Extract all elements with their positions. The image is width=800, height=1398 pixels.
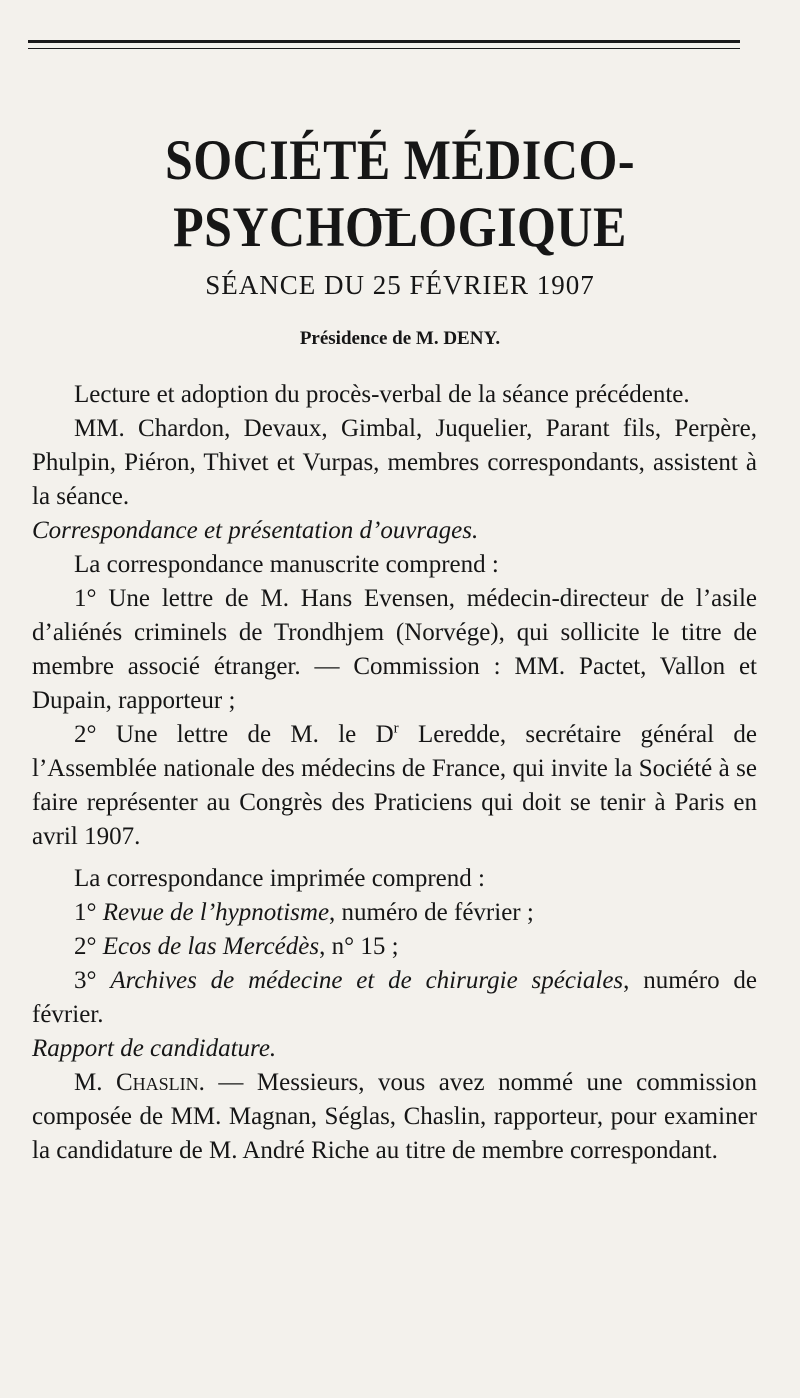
imprimee-item-3 (32, 964, 757, 1032)
imprimee-intro: La correspondance imprimée comprend : (74, 865, 485, 892)
item-number: 3° (74, 967, 97, 994)
rapport-paragraph (32, 1066, 757, 1168)
seance-heading: SÉANCE DU 25 FÉVRIER 1907 (205, 270, 595, 300)
publication-title: Archives de médecine et de chirurgie spéciales (110, 967, 624, 994)
item-number: 1° (74, 899, 97, 926)
title-divider (370, 214, 410, 216)
paragraph-attendees: MM. Chardon, Devaux, Gimbal, Juquelier, Parant fils, Perpère, Phulpin, Piéron, Thivet et Vurpas, membres correspondants, assistent à la séance. (32, 415, 757, 510)
section-heading-rapport: Rapport de candidature. (32, 1035, 277, 1062)
publication-title: Ecos de las Mercédès (102, 933, 320, 960)
manuscrite-intro: La correspondance manuscrite comprend : (74, 551, 499, 578)
society-title: SOCIÉTÉ MÉDICO-PSYCHOLOGIQUE (164, 127, 636, 259)
item-text: , numéro de février. (32, 967, 758, 1028)
rapport-text: — Messieurs, vous avez nommé une commission composée de MM. Magnan, Séglas, Chaslin, rapporteur, pour examiner la candidature de M. André Riche au titre de membre correspondant. (32, 1069, 757, 1164)
manuscrite-item-1 (32, 582, 757, 718)
imprimee-item-1 (32, 896, 757, 930)
imprimee-item-2 (32, 930, 757, 964)
manuscrite-item-2 (32, 718, 757, 854)
item-number: 1° (74, 585, 97, 612)
superscript: r (393, 720, 399, 737)
header-rule-thin (28, 48, 740, 49)
header-rule-thick (28, 40, 740, 43)
presidence-name: M. DENY. (415, 328, 501, 349)
document-body (32, 378, 757, 1168)
presidence-line (0, 328, 800, 350)
item-text: Leredde, secrétaire général de l’Assemblée nationale des médecins de France, qui invite la Société à se faire représenter au Congrès des Praticiens qui doit se tenir à Paris en avril 1907. (32, 721, 757, 850)
item-text: Une lettre de M. le D (96, 721, 394, 748)
section-heading-correspondance: Correspondance et présentation d’ouvrages. (32, 517, 479, 544)
speaker-name: M. Chaslin. (74, 1069, 205, 1096)
item-number: 2° (74, 933, 97, 960)
item-text: , numéro de février ; (329, 899, 534, 926)
presidence-prefix: Présidence de (299, 328, 416, 349)
item-text: Une lettre de M. Hans Evensen, médecin-directeur de l’asile d’aliénés criminels de Trondhjem (Norvége), qui sollicite le titre de membre associé étranger. — Commission : MM. Pactet, Vallon et Dupain, rapporteur ; (32, 585, 757, 714)
publication-title: Revue de l’hypnotisme (102, 899, 330, 926)
item-number: 2° (74, 721, 97, 748)
item-text: , n° 15 ; (319, 933, 399, 960)
paragraph-lecture: Lecture et adoption du procès-verbal de la séance précédente. (74, 381, 690, 408)
